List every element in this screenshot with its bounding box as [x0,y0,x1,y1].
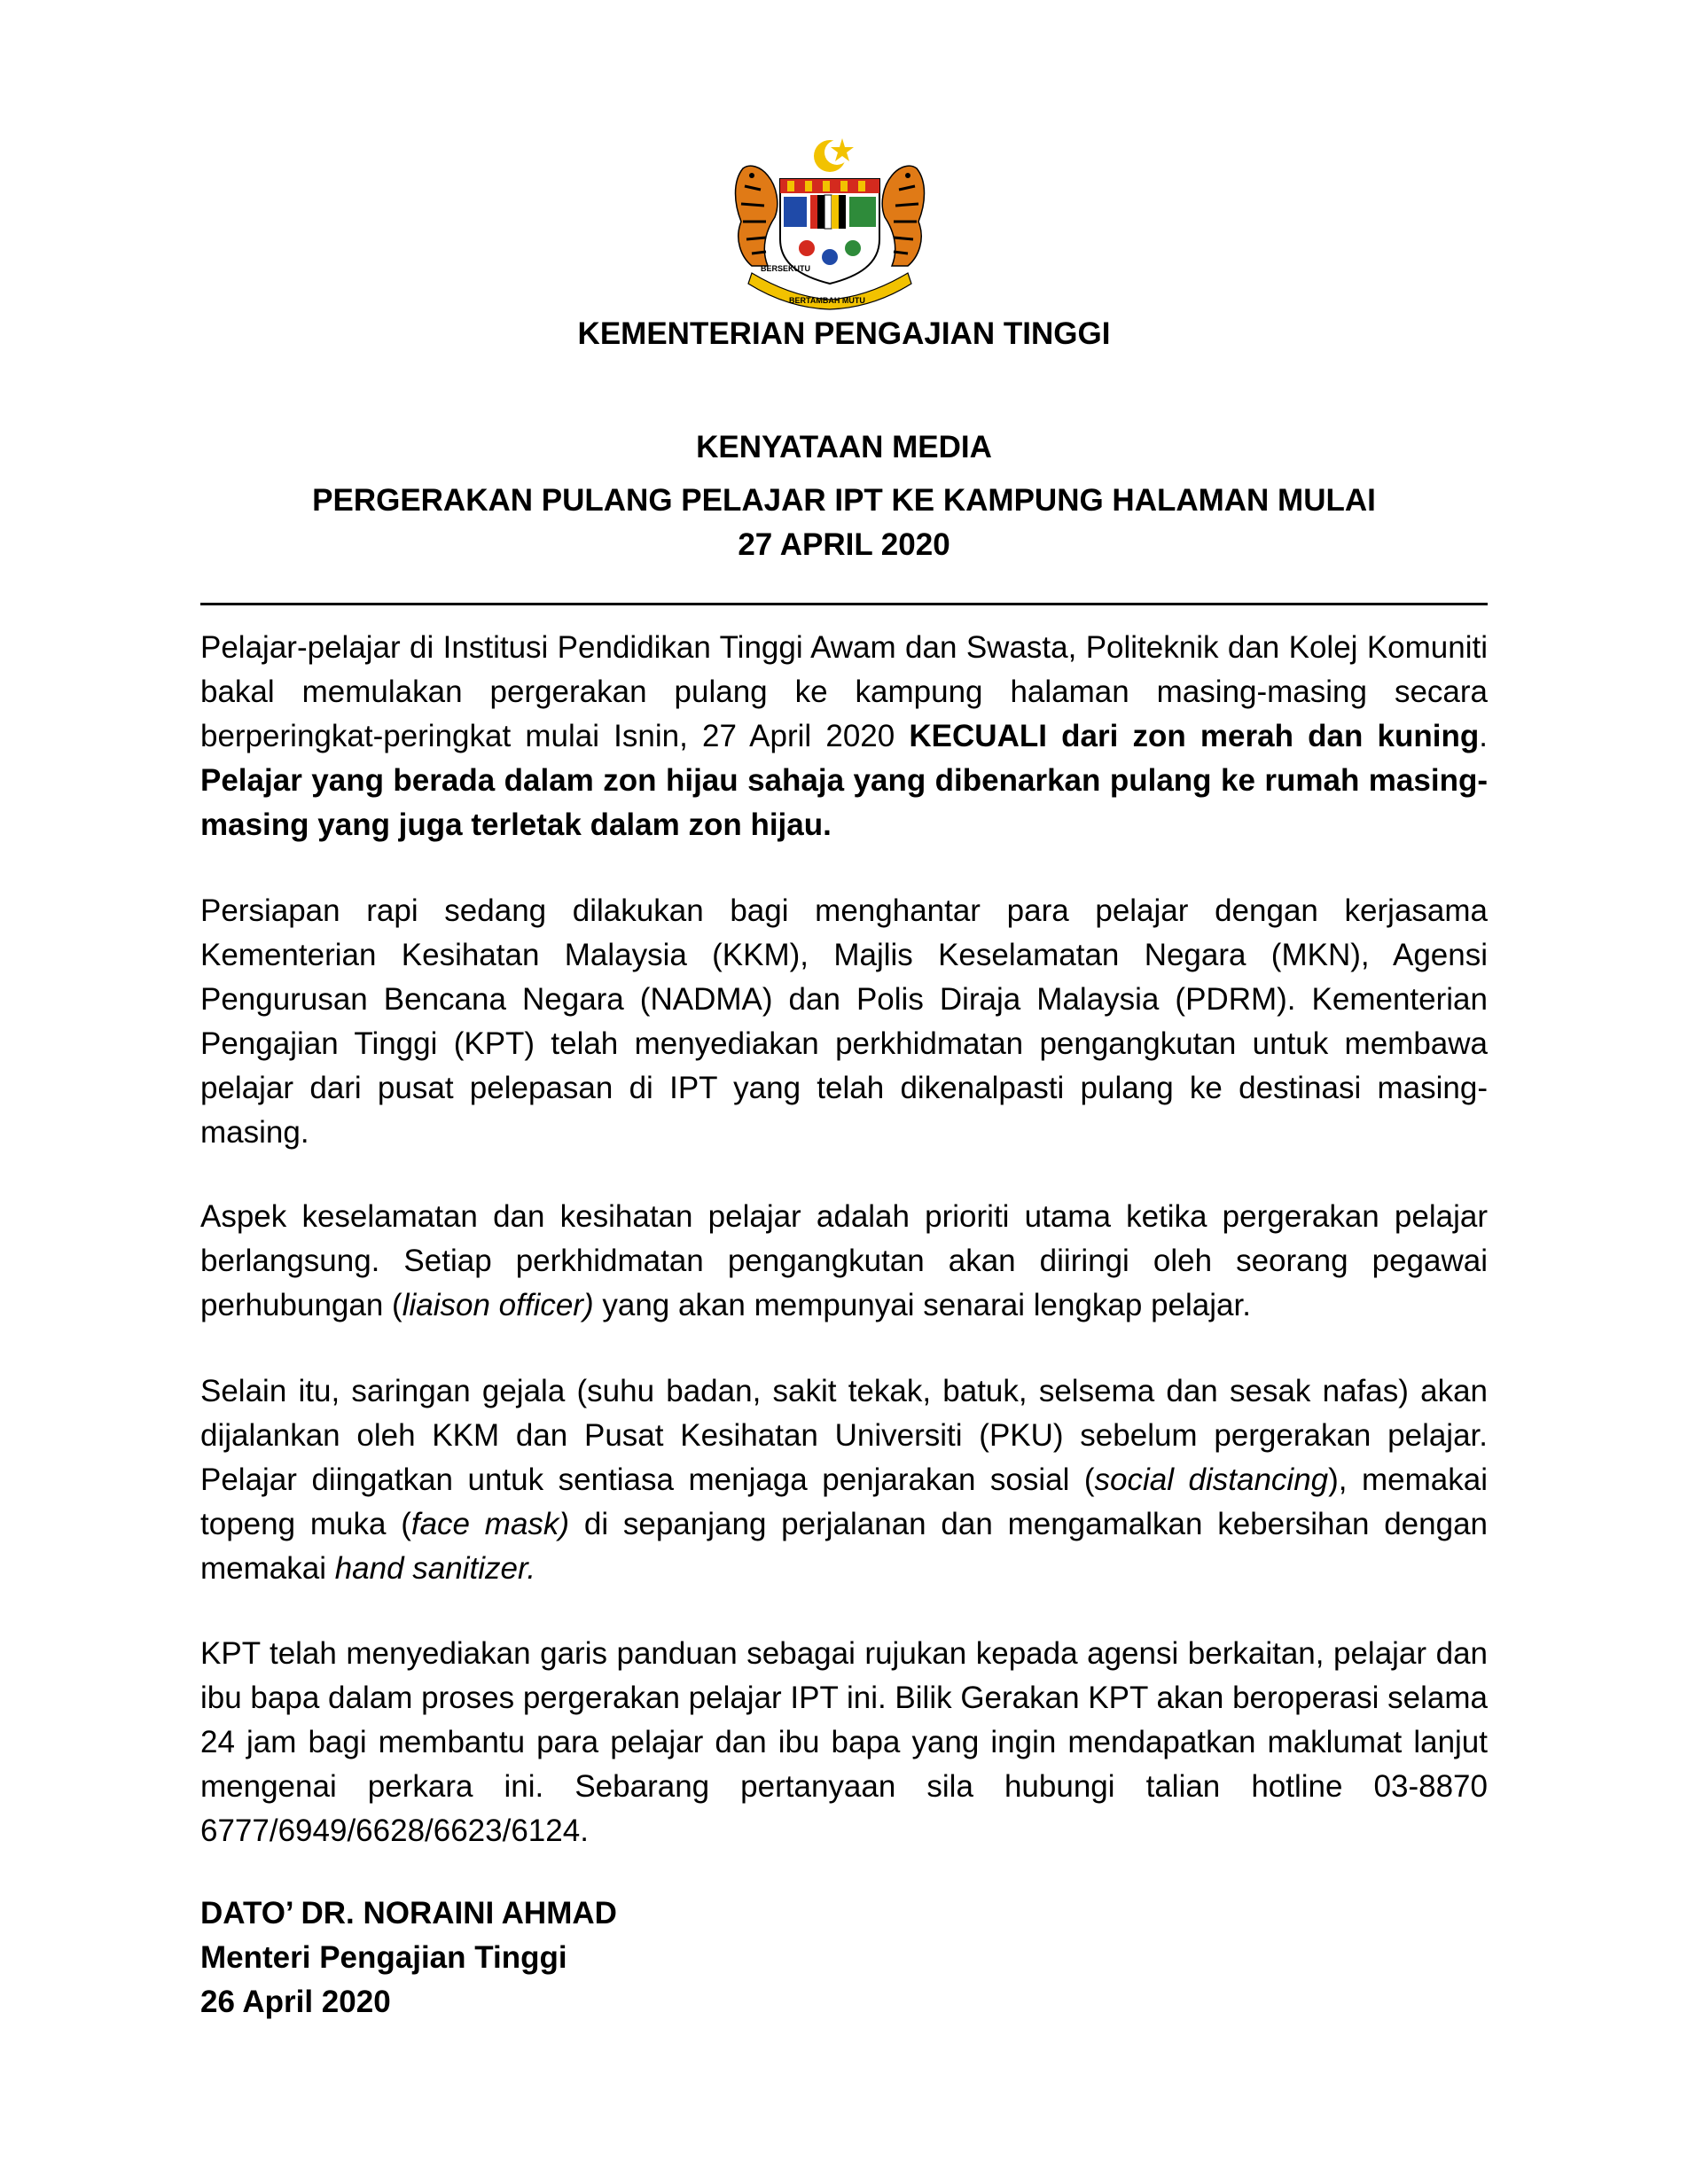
title-line-2: 27 APRIL 2020 [738,527,950,562]
paragraph-1 [200,626,1488,847]
right-tiger-icon [882,166,924,266]
p4-text-3: di sepanjang perjalanan dan mengamalkan kebersihan dengan memakai [200,1507,1489,1586]
crest-motto-left: BERSEKUTU [761,264,811,273]
p4-italic-3: hand sanitizer. [334,1551,536,1586]
p4-text-1: Selain itu, saringan gejala (suhu badan, sakit tekak, batuk, selsema dan sesak nafas) akan dijalankan oleh KKM dan Pusat Kesihatan Universiti (PKU) sebelum pergerakan pelajar. Pelajar diingatkan untuk sentiasa menjaga penjarakan sosial ( [200,1374,1488,1497]
signature-date: 26 April 2020 [200,1985,391,2019]
crescent-star-icon [814,138,854,172]
document-type: KENYATAAN MEDIA [696,430,992,464]
signatory-name: DATO’ DR. NORAINI AHMAD [200,1896,617,1930]
title-line-1: PERGERAKAN PULANG PELAJAR IPT KE KAMPUNG HALAMAN MULAI [312,483,1376,518]
p3-text-2: yang akan mempunyai senarai lengkap pelajar. [593,1288,1251,1322]
p1-bold-1: KECUALI dari zon merah dan kuning [909,719,1480,753]
paragraph-2: Persiapan rapi sedang dilakukan bagi menghantar para pelajar dengan kerjasama Kementerian Kesihatan Malaysia (KKM), Majlis Keselamatan Negara (MKN), Agensi Pengurusan Bencana Negara (NADMA) dan Polis Diraja Malaysia (PDRM). Kementerian Pengajian Tinggi (KPT) telah menyediakan perkhidmatan pengangkutan untuk membawa pelajar dari pusat pelepasan di IPT yang telah dikenalpasti pulang ke destinasi masing-masing. [200,893,1488,1150]
p1-bold-2: Pelajar yang berada dalam zon hijau sahaja yang dibenarkan pulang ke rumah masing-masing yang juga terletak dalam zon hijau. [200,763,1488,842]
crest-motto-bottom: BERTAMBAH MUTU [789,296,865,305]
p3-text-1: Aspek keselamatan dan kesihatan pelajar adalah prioriti utama ketika pergerakan pelajar berlangsung. Setiap perkhidmatan pengangkutan akan diiringi oleh seorang pegawai perhubungan ( [200,1199,1488,1322]
p1-text-2: . [1479,719,1488,753]
signatory-title: Menteri Pengajian Tinggi [200,1940,567,1975]
paragraph-5: KPT telah menyediakan garis panduan sebagai rujukan kepada agensi berkaitan, pelajar dan ibu bapa dalam proses pergerakan pelajar IPT ini. Bilik Gerakan KPT akan beroperasi selama 24 jam bagi membantu para pelajar dan ibu bapa yang ingin mendapatkan maklumat lanjut mengenai perkara ini. Sebarang pertanyaan sila hubungi talian hotline 03-8870 6777/6949/6628/6623/6124. [200,1636,1489,1848]
p4-italic-2: face mask) [410,1507,570,1541]
ministry-name: KEMENTERIAN PENGAJIAN TINGGI [577,316,1111,351]
left-tiger-icon [736,166,778,266]
paragraph-3 [200,1195,1488,1328]
malaysia-coat-of-arms-logo [725,133,934,310]
p4-text-2: ), memakai topeng muka ( [200,1462,1488,1541]
p3-italic-1: liaison officer) [402,1288,594,1322]
p4-italic-1: social distancing [1094,1462,1329,1497]
divider-line [200,603,1488,605]
press-release-title [200,479,1488,567]
p1-text-1: Pelajar-pelajar di Institusi Pendidikan Tinggi Awam dan Swasta, Politeknik dan Kolej Komuniti bakal memulakan pergerakan pulang ke kampung halaman masing-masing secara berperingkat-peringkat mulai Isnin, 27 April 2020 [200,630,1488,753]
paragraph-4 [200,1369,1488,1591]
